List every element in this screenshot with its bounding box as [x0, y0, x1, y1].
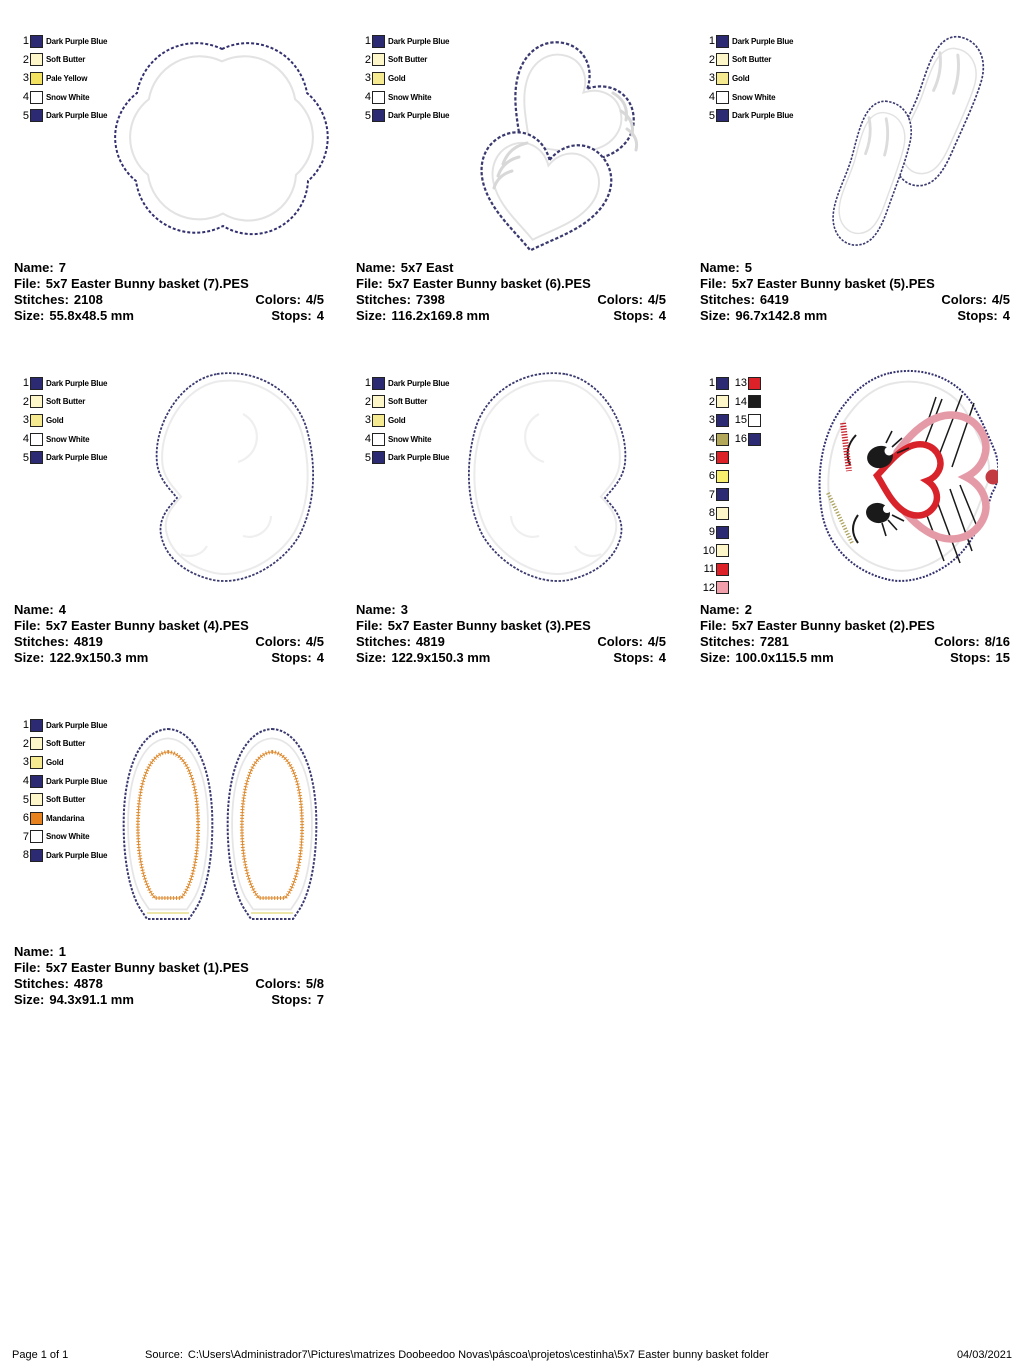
- thread-swatch: [748, 433, 761, 446]
- thread-legend-item: [356, 448, 449, 467]
- stitches-value: 4819: [415, 634, 445, 649]
- colors-label: Colors:: [597, 634, 643, 649]
- thread-legend-item: [14, 69, 107, 88]
- thread-label: Dark Purple Blue: [388, 453, 450, 463]
- thread-swatch: [30, 756, 43, 769]
- thread-label: Dark Purple Blue: [46, 453, 108, 463]
- thread-legend-item: [700, 106, 793, 125]
- thread-swatch: [30, 775, 43, 788]
- thread-swatch: [30, 109, 43, 122]
- thread-legend-item: [14, 716, 107, 735]
- thread-swatch: [30, 395, 43, 408]
- date: 04/03/2021: [956, 1349, 1012, 1361]
- design-meta: [14, 944, 324, 1008]
- stops-label: Stops:: [613, 308, 654, 323]
- design-preview-body-right: [467, 368, 657, 596]
- file-value: 5x7 Easter Bunny basket (5).PES: [731, 276, 935, 291]
- thread-label: Snow White: [732, 92, 776, 102]
- body-shape-drawing: [125, 368, 315, 596]
- thread-number: 4: [364, 433, 371, 446]
- thread-swatch: [716, 72, 729, 85]
- name-value: 1: [58, 944, 66, 959]
- stops-label: Stops:: [957, 308, 998, 323]
- thread-label: Dark Purple Blue: [732, 111, 794, 121]
- design-preview-ears: [118, 724, 322, 924]
- colors-label: Colors:: [941, 292, 987, 307]
- file-label: File:: [700, 276, 727, 291]
- thread-label: Dark Purple Blue: [46, 36, 108, 46]
- size-label: Size:: [14, 650, 45, 665]
- thread-legend-item: [700, 579, 729, 598]
- colors-value: 4/5: [647, 292, 666, 307]
- thread-number: 11: [703, 563, 715, 576]
- thread-swatch: [30, 737, 43, 750]
- thread-swatch: [372, 433, 385, 446]
- thread-number: 10: [702, 544, 715, 557]
- thread-number: 3: [22, 72, 29, 85]
- name-label: Name:: [14, 944, 54, 959]
- thread-number: 4: [364, 91, 371, 104]
- thread-number: 2: [22, 395, 29, 408]
- thread-swatch: [716, 488, 729, 501]
- design-card-6: [352, 20, 672, 360]
- thread-legend-item: [700, 523, 729, 542]
- name-label: Name:: [700, 260, 740, 275]
- thread-number: 2: [708, 53, 715, 66]
- file-label: File:: [14, 960, 41, 975]
- thread-swatch: [372, 451, 385, 464]
- thread-number: 1: [22, 377, 29, 390]
- file-label: File:: [700, 618, 727, 633]
- thread-number: 1: [22, 35, 29, 48]
- thread-swatch: [748, 414, 761, 427]
- bunny-face-drawing: [802, 365, 998, 593]
- design-preview-body-left: [125, 368, 315, 596]
- thread-swatch: [30, 793, 43, 806]
- thread-legend-item: [700, 69, 793, 88]
- name-label: Name:: [356, 602, 396, 617]
- thread-label: Dark Purple Blue: [732, 36, 794, 46]
- thread-swatch: [30, 35, 43, 48]
- thread-swatch: [30, 433, 43, 446]
- thread-swatch: [30, 53, 43, 66]
- colors-value: 4/5: [647, 634, 666, 649]
- thread-number: 5: [22, 109, 29, 122]
- thread-number: 4: [22, 433, 29, 446]
- page-number: Page 1 of 1: [12, 1349, 69, 1361]
- thread-legend-item: [700, 541, 729, 560]
- cloud-shape-drawing: [105, 35, 340, 255]
- stops-value: 4: [658, 650, 666, 665]
- thread-label: Soft Butter: [388, 55, 428, 65]
- thread-swatch: [372, 414, 385, 427]
- name-label: Name:: [700, 602, 740, 617]
- stitches-value: 7281: [759, 634, 789, 649]
- size-value: 122.9x150.3 mm: [391, 650, 491, 665]
- stitches-label: Stitches:: [356, 634, 411, 649]
- thread-label: Soft Butter: [388, 397, 428, 407]
- name-label: Name:: [14, 260, 54, 275]
- source-label: Source:: [145, 1349, 183, 1361]
- thread-number: 3: [22, 756, 29, 769]
- colors-label: Colors:: [597, 292, 643, 307]
- thread-number: 5: [364, 451, 371, 464]
- thread-swatch: [372, 91, 385, 104]
- name-value: 7: [58, 260, 66, 275]
- design-card-2: [696, 362, 1016, 702]
- design-preview-hearts: [427, 23, 657, 255]
- thread-swatch: [716, 470, 729, 483]
- page-footer: [0, 1349, 1024, 1365]
- thread-number: 5: [364, 109, 371, 122]
- design-meta: [14, 260, 324, 324]
- thread-swatch: [372, 35, 385, 48]
- thread-number: 2: [22, 737, 29, 750]
- design-preview-cloud: [105, 35, 340, 255]
- thread-number: 5: [708, 451, 715, 464]
- feet-shape-drawing: [824, 30, 994, 246]
- thread-legend: [14, 32, 107, 125]
- thread-label: Gold: [388, 73, 406, 83]
- thread-swatch: [372, 395, 385, 408]
- thread-swatch: [30, 72, 43, 85]
- thread-swatch: [372, 72, 385, 85]
- thread-swatch: [30, 451, 43, 464]
- thread-legend-item: [14, 448, 107, 467]
- thread-legend-item: [700, 486, 729, 505]
- size-value: 100.0x115.5 mm: [735, 650, 834, 665]
- thread-legend-item: [732, 411, 761, 430]
- thread-label: Gold: [46, 415, 64, 425]
- thread-number: 4: [708, 433, 715, 446]
- stops-value: 4: [658, 308, 666, 323]
- thread-legend-item: [14, 735, 107, 754]
- thread-swatch: [716, 91, 729, 104]
- design-card-5: [696, 20, 1016, 360]
- thread-label: Dark Purple Blue: [388, 111, 450, 121]
- stops-value: 4: [1002, 308, 1010, 323]
- file-label: File:: [14, 276, 41, 291]
- thread-swatch: [716, 53, 729, 66]
- file-value: 5x7 Easter Bunny basket (4).PES: [45, 618, 249, 633]
- thread-swatch: [372, 377, 385, 390]
- stitches-value: 4878: [73, 976, 103, 991]
- thread-swatch: [716, 451, 729, 464]
- stitches-value: 4819: [73, 634, 103, 649]
- thread-legend-item: [700, 504, 729, 523]
- thread-legend-item: [700, 448, 729, 467]
- thread-number: 5: [708, 109, 715, 122]
- thread-legend-item: [356, 374, 449, 393]
- thread-number: 2: [364, 53, 371, 66]
- thread-label: Gold: [732, 73, 750, 83]
- thread-label: Snow White: [388, 434, 432, 444]
- name-value: 5: [744, 260, 752, 275]
- thread-legend: [700, 374, 761, 597]
- stops-label: Stops:: [613, 650, 654, 665]
- thread-legend: [356, 374, 449, 467]
- thread-label: Soft Butter: [46, 397, 86, 407]
- thread-label: Dark Purple Blue: [388, 36, 450, 46]
- thread-legend-item: [356, 430, 449, 449]
- thread-swatch: [30, 849, 43, 862]
- thread-legend-item: [356, 411, 449, 430]
- size-value: 55.8x48.5 mm: [49, 308, 134, 323]
- size-label: Size:: [14, 992, 45, 1007]
- stitches-value: 2108: [73, 292, 103, 307]
- thread-label: Soft Butter: [46, 739, 86, 749]
- thread-legend-item: [14, 753, 107, 772]
- stops-label: Stops:: [271, 992, 312, 1007]
- thread-swatch: [372, 53, 385, 66]
- thread-legend: [700, 32, 793, 125]
- thread-legend-item: [700, 393, 729, 412]
- thread-legend-item: [356, 393, 449, 412]
- thread-number: 16: [734, 433, 747, 446]
- thread-number: 1: [364, 377, 371, 390]
- thread-swatch: [30, 719, 43, 732]
- size-label: Size:: [700, 650, 731, 665]
- thread-swatch: [30, 377, 43, 390]
- thread-legend-item: [732, 374, 761, 393]
- stops-value: 4: [316, 308, 324, 323]
- design-meta: [700, 260, 1010, 324]
- size-value: 122.9x150.3 mm: [49, 650, 149, 665]
- thread-number: 4: [22, 91, 29, 104]
- thread-label: Dark Purple Blue: [388, 378, 450, 388]
- stops-value: 7: [316, 992, 324, 1007]
- thread-number: 4: [708, 91, 715, 104]
- thread-number: 4: [22, 775, 29, 788]
- thread-label: Gold: [388, 415, 406, 425]
- thread-label: Snow White: [388, 92, 432, 102]
- thread-legend-item: [14, 32, 107, 51]
- thread-swatch: [716, 109, 729, 122]
- design-preview-feet: [824, 30, 994, 246]
- thread-label: Dark Purple Blue: [46, 720, 108, 730]
- thread-legend-item: [14, 88, 107, 107]
- thread-number: 1: [708, 35, 715, 48]
- thread-legend: [14, 374, 107, 467]
- design-meta: [700, 602, 1010, 666]
- thread-label: Snow White: [46, 434, 90, 444]
- thread-number: 13: [734, 377, 747, 390]
- thread-label: Soft Butter: [46, 55, 86, 65]
- thread-legend-item: [14, 51, 107, 70]
- name-value: 5x7 East: [400, 260, 454, 275]
- thread-swatch: [30, 830, 43, 843]
- thread-label: Dark Purple Blue: [46, 776, 108, 786]
- stitches-label: Stitches:: [14, 634, 69, 649]
- stops-label: Stops:: [271, 308, 312, 323]
- thread-swatch: [716, 35, 729, 48]
- thread-swatch: [716, 507, 729, 520]
- thread-label: Gold: [46, 757, 64, 767]
- colors-value: 4/5: [305, 634, 324, 649]
- thread-legend-item: [700, 51, 793, 70]
- thread-number: 8: [708, 507, 715, 520]
- design-card-4: [10, 362, 330, 702]
- thread-legend-item: [700, 32, 793, 51]
- stitches-value: 7398: [415, 292, 445, 307]
- thread-number: 5: [22, 451, 29, 464]
- ears-shape-drawing: [118, 724, 322, 924]
- design-preview-face: [802, 365, 998, 593]
- thread-number: 1: [22, 719, 29, 732]
- size-label: Size:: [356, 650, 387, 665]
- thread-legend-item: [732, 393, 761, 412]
- thread-swatch: [716, 544, 729, 557]
- colors-label: Colors:: [255, 292, 301, 307]
- stitches-label: Stitches:: [14, 976, 69, 991]
- thread-swatch: [716, 563, 729, 576]
- file-value: 5x7 Easter Bunny basket (3).PES: [387, 618, 591, 633]
- colors-value: 5/8: [305, 976, 324, 991]
- thread-number: 6: [708, 470, 715, 483]
- file-value: 5x7 Easter Bunny basket (6).PES: [387, 276, 591, 291]
- stitches-label: Stitches:: [700, 292, 755, 307]
- source-line: [145, 1349, 769, 1361]
- size-label: Size:: [700, 308, 731, 323]
- size-value: 94.3x91.1 mm: [49, 992, 134, 1007]
- thread-number: 3: [22, 414, 29, 427]
- colors-value: 4/5: [991, 292, 1010, 307]
- thread-number: 2: [22, 53, 29, 66]
- source-path: C:\Users\Administrador7\Pictures\matrizes Doobeedoo Novas\páscoa\projetos\cestinha\5x7 Easter bunny basket folder: [187, 1349, 769, 1361]
- thread-number: 5: [22, 793, 29, 806]
- thread-number: 2: [708, 395, 715, 408]
- colors-value: 8/16: [984, 634, 1010, 649]
- thread-legend-item: [14, 411, 107, 430]
- thread-label: Soft Butter: [732, 55, 772, 65]
- thread-number: 3: [364, 72, 371, 85]
- thread-label: Pale Yellow: [46, 73, 88, 83]
- colors-label: Colors:: [255, 976, 301, 991]
- thread-number: 3: [708, 72, 715, 85]
- thread-swatch: [716, 414, 729, 427]
- colors-label: Colors:: [934, 634, 980, 649]
- name-value: 3: [400, 602, 408, 617]
- design-meta: [14, 602, 324, 666]
- body-shape-mirrored-drawing: [467, 368, 657, 596]
- thread-label: Snow White: [46, 92, 90, 102]
- thread-legend: [14, 716, 107, 865]
- colors-value: 4/5: [305, 292, 324, 307]
- design-card-1: [10, 704, 330, 1044]
- thread-swatch: [30, 812, 43, 825]
- name-value: 4: [58, 602, 66, 617]
- thread-legend-item: [700, 88, 793, 107]
- thread-swatch: [748, 377, 761, 390]
- thread-legend-item: [14, 828, 107, 847]
- thread-swatch: [716, 581, 729, 594]
- stops-value: 4: [316, 650, 324, 665]
- thread-number: 2: [364, 395, 371, 408]
- stops-label: Stops:: [271, 650, 312, 665]
- design-meta: [356, 602, 666, 666]
- thread-legend-item: [14, 846, 107, 865]
- thread-label: Dark Purple Blue: [46, 378, 108, 388]
- thread-label: Mandarina: [46, 813, 85, 823]
- size-value: 96.7x142.8 mm: [735, 308, 828, 323]
- name-label: Name:: [14, 602, 54, 617]
- stitches-label: Stitches:: [14, 292, 69, 307]
- stops-value: 15: [995, 650, 1010, 665]
- thread-label: Soft Butter: [46, 795, 86, 805]
- name-label: Name:: [356, 260, 396, 275]
- thread-legend-item: [14, 772, 107, 791]
- file-label: File:: [14, 618, 41, 633]
- thread-number: 8: [22, 849, 29, 862]
- thread-legend-item: [14, 393, 107, 412]
- file-value: 5x7 Easter Bunny basket (7).PES: [45, 276, 249, 291]
- thread-legend-item: [700, 430, 729, 449]
- file-value: 5x7 Easter Bunny basket (2).PES: [731, 618, 935, 633]
- file-value: 5x7 Easter Bunny basket (1).PES: [45, 960, 249, 975]
- thread-legend-item: [700, 374, 729, 393]
- stitches-label: Stitches:: [700, 634, 755, 649]
- thread-legend-item: [14, 374, 107, 393]
- thread-number: 1: [708, 377, 715, 390]
- colors-label: Colors:: [255, 634, 301, 649]
- size-label: Size:: [14, 308, 45, 323]
- stops-label: Stops:: [950, 650, 991, 665]
- thread-legend-item: [14, 790, 107, 809]
- thread-number: 1: [364, 35, 371, 48]
- size-value: 116.2x169.8 mm: [391, 308, 490, 323]
- design-card-7: [10, 20, 330, 360]
- thread-legend-item: [732, 430, 761, 449]
- design-meta: [356, 260, 666, 324]
- thread-number: 3: [364, 414, 371, 427]
- thread-number: 6: [22, 812, 29, 825]
- thread-number: 3: [708, 414, 715, 427]
- thread-swatch: [716, 526, 729, 539]
- thread-number: 7: [22, 830, 29, 843]
- name-value: 2: [744, 602, 752, 617]
- thread-legend-item: [14, 809, 107, 828]
- thread-number: 12: [702, 581, 715, 594]
- file-label: File:: [356, 618, 383, 633]
- thread-number: 7: [708, 488, 715, 501]
- thread-swatch: [716, 377, 729, 390]
- thread-number: 15: [734, 414, 747, 427]
- thread-swatch: [30, 91, 43, 104]
- thread-swatch: [372, 109, 385, 122]
- thread-swatch: [716, 433, 729, 446]
- thread-label: Dark Purple Blue: [46, 111, 108, 121]
- size-label: Size:: [356, 308, 387, 323]
- stitches-label: Stitches:: [356, 292, 411, 307]
- thread-number: 14: [734, 395, 747, 408]
- thread-legend-item: [14, 106, 107, 125]
- thread-swatch: [748, 395, 761, 408]
- hearts-shape-drawing: [427, 23, 657, 255]
- file-label: File:: [356, 276, 383, 291]
- thread-number: 9: [708, 526, 715, 539]
- thread-label: Dark Purple Blue: [46, 850, 108, 860]
- stitches-value: 6419: [759, 292, 789, 307]
- thread-swatch: [30, 414, 43, 427]
- thread-label: Snow White: [46, 832, 90, 842]
- thread-legend-item: [700, 411, 729, 430]
- thread-legend-item: [700, 467, 729, 486]
- thread-legend-item: [14, 430, 107, 449]
- thread-legend-item: [700, 560, 729, 579]
- design-card-3: [352, 362, 672, 702]
- thread-swatch: [716, 395, 729, 408]
